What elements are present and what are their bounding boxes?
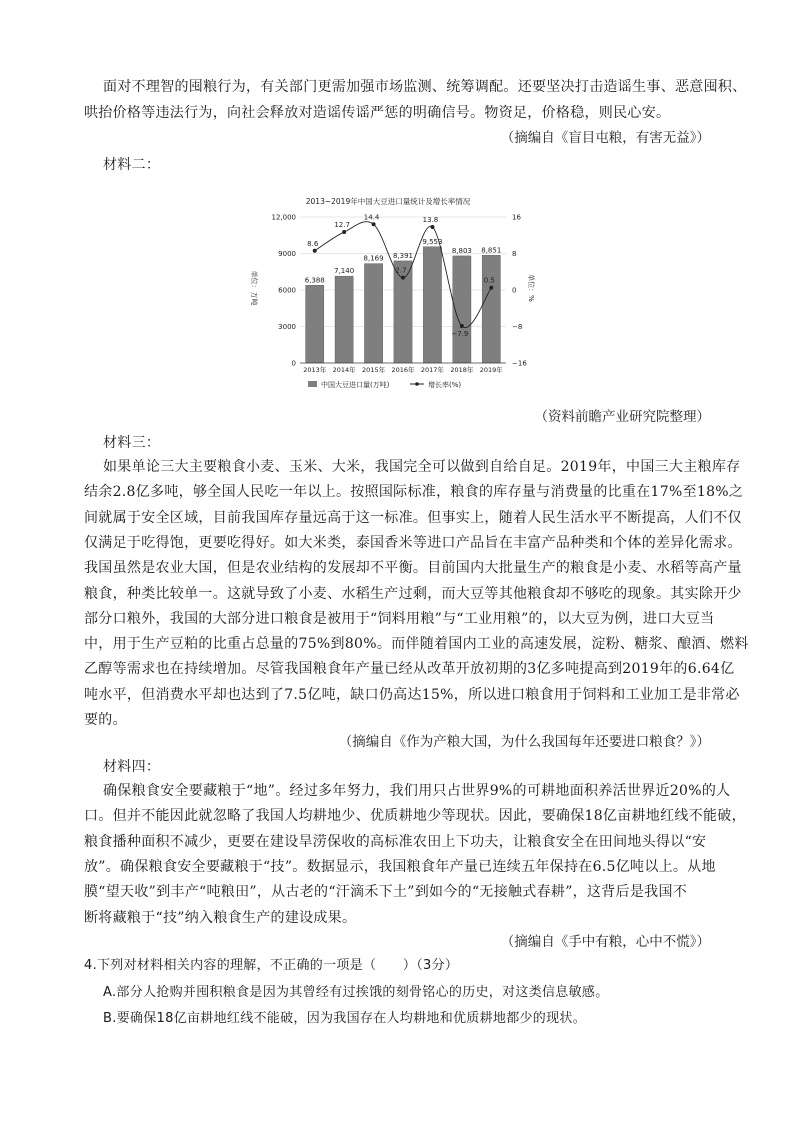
material1-line-2: 哄抬价格等违法行为，向社会释放对造谣传谣严惩的明确信号。物资足，价格稳，则民心安。 — [84, 105, 671, 121]
growth-rate-label: 13.8 — [422, 216, 439, 225]
material3-line: 我国虽然是农业大国，但是农业结构的发展却不平衡。目前国内大批量生产的粮食是小麦、水稻等高产量 — [84, 560, 742, 577]
y-tick-label-right: −16 — [512, 359, 527, 368]
growth-rate-label: 12.7 — [334, 221, 350, 230]
bar-value-label: 8,851 — [481, 246, 502, 255]
y-tick-label-right: 16 — [512, 213, 521, 222]
material4-line: 放”。确保粮食安全要藏粮于“技”。数据显示，我国粮食年产量已连续五年保持在6.5亿吨以上。从地 — [84, 858, 716, 875]
material3-line: 吨水平，但消费水平却也达到了7.5亿吨，缺口仍高达15%，所以进口粮食用于饲料和工业加工是非常必 — [84, 686, 740, 703]
x-tick-label: 2014年 — [332, 366, 356, 374]
y-tick-label-right: −8 — [512, 323, 523, 331]
option-a[interactable]: A.部分人抢购并囤积粮食是因为其曾经有过挨饿的刻骨铭心的历史，对这类信息敏感。 — [103, 985, 609, 1000]
y-tick-label-left: 9000 — [278, 250, 296, 258]
material4-heading: 材料四： — [103, 759, 161, 775]
material2-source: （资料前瞻产业研究院整理） — [534, 409, 710, 425]
bar-value-label: 8,803 — [451, 246, 472, 255]
growth-rate-point — [430, 225, 434, 229]
y-tick-label-left: 3000 — [278, 323, 296, 331]
x-tick-label: 2016年 — [391, 366, 415, 374]
growth-rate-label: 2.7 — [395, 266, 407, 275]
material1-line-1: 面对不理智的囤粮行为，有关部门更需加强市场监测、统筹调配。还要坚决打击造谣生事、恶意囤积、 — [103, 79, 747, 95]
growth-rate-label: 0.5 — [483, 276, 495, 285]
y-tick-label-left: 6000 — [278, 286, 296, 295]
material3-line: 乙醇等需求也在持续增加。尽管我国粮食年产量已经从改革开放初期的3亿多吨提高到2019年的6.64亿 — [84, 661, 735, 678]
legend-bar-label: 中国大豆进口量(万吨) — [321, 381, 390, 389]
x-tick-label: 2017年 — [420, 366, 444, 374]
y-tick-label-right: 0 — [512, 286, 517, 295]
bar — [306, 285, 324, 363]
growth-rate-label: 14.4 — [363, 213, 380, 222]
material3-line: 间就属于安全区域，目前我国库存量远高于这一标准。但事实上，随着人民生活水平不断提高，人们不仅 — [84, 509, 742, 526]
question-stem: 4.下列对材料相关内容的理解，不正确的一项是（ ）（3分） — [84, 958, 459, 973]
growth-rate-point — [489, 286, 493, 290]
material4-line: 确保粮食安全要藏粮于“地”。经过多年努力，我们用只占世界9%的可耕地面积养活世界近20%的人 — [103, 783, 731, 799]
chart-title: 2013~2019年中国大豆进口量统计及增长率情况 — [305, 197, 471, 206]
growth-rate-point — [401, 276, 405, 280]
bar — [364, 264, 382, 363]
option-b[interactable]: B.要确保18亿亩耕地红线不能破，因为我国存在人均耕地和优质耕地都少的现状。 — [103, 1011, 586, 1026]
material3-line: 如果单论三大主要粮食小麦、玉米、大米，我国完全可以做到自给自足。2019年，中国三大主粮库存 — [103, 459, 741, 475]
material4-line: 膜“望天收”到丰产“吨粮田”，从古老的“汗滴禾下土”到如今的“无接触式春耕”，这背后是我国不 — [84, 884, 688, 901]
bar — [423, 247, 441, 363]
growth-rate-point — [313, 249, 317, 253]
x-tick-label: 2015年 — [362, 366, 386, 374]
x-tick-label: 2019年 — [479, 366, 503, 374]
legend-bar-swatch — [308, 381, 317, 387]
y-tick-label-right: 8 — [512, 250, 517, 258]
legend-line-marker — [415, 382, 419, 386]
x-tick-label: 2018年 — [450, 366, 474, 374]
material3-line: 粮食，种类比较单一。这就导致了小麦、水稻生产过剩，而大豆等其他粮食却不够吃的现象。其实除开少 — [84, 585, 742, 602]
material4-source: （摘编自《手中有粮，心中不慌》） — [500, 934, 710, 950]
y-tick-label-left: 12,000 — [271, 213, 296, 222]
growth-rate-point — [372, 222, 376, 226]
soybean-import-chart — [238, 188, 538, 398]
material3-line: 要的。 — [84, 712, 127, 728]
growth-rate-label: −7.9 — [451, 330, 469, 339]
material3-line: 中，用于生产豆粕的比重占总量的75%到80%。而伴随着国内工业的高速发展，淀粉、糖浆、酿酒、燃料 — [84, 636, 749, 653]
bar — [482, 255, 500, 363]
bar-value-label: 9,553 — [422, 237, 443, 246]
material3-line: 结余2.8亿多吨，够全国人民吃一年以上。按照国际标准，粮食的库存量与消费量的比重在17%至18%之 — [84, 484, 744, 501]
material4-line: 口。但并不能因此就忽略了我国人均耕地少、优质耕地少等现状。因此，要确保18亿亩耕地红线不能破， — [84, 808, 746, 825]
material4-line: 断将藏粮于“技”纳入粮食生产的建设成果。 — [84, 909, 357, 926]
material2-heading: 材料二： — [103, 157, 161, 173]
material1-source: （摘编自《盲目屯粮，有害无益》） — [500, 130, 710, 146]
growth-rate-point — [342, 230, 346, 234]
material3-heading: 材料三： — [103, 435, 161, 451]
material4-line: 粮食播种面积不减少，更要在建设旱涝保收的高标准农田上下功夫，让粮食安全在田间地头得以“安 — [84, 833, 707, 850]
chart-ylabel-left: 单位：万吨 — [250, 270, 258, 306]
legend-line-label: 增长率(%) — [428, 381, 462, 389]
material3-line: 部分口粮外，我国的大部分进口粮食是被用于“饲料用粮”与“工业用粮”的，以大豆为例，进口大豆当 — [84, 610, 715, 627]
bar-value-label: 8,391 — [392, 251, 414, 260]
bar-value-label: 8,169 — [363, 254, 384, 263]
growth-rate-label: 8.6 — [307, 239, 319, 248]
bar — [335, 276, 353, 363]
x-tick-label: 2013年 — [303, 366, 327, 374]
bar-value-label: 6,388 — [304, 276, 325, 285]
material3-line: 仅满足于吃得饱，更要吃得好。如大米类，泰国香米等进口产品旨在丰富产品种类和个体的差异化需求。 — [84, 534, 742, 551]
bar-value-label: 7,140 — [334, 267, 355, 276]
y-tick-label-left: 0 — [291, 359, 296, 368]
material3-source: （摘编自《作为产粮大国，为什么我国每年还要进口粮食？》） — [338, 734, 710, 750]
chart-ylabel-right: 单位：% — [527, 274, 535, 302]
growth-rate-point — [460, 324, 464, 328]
